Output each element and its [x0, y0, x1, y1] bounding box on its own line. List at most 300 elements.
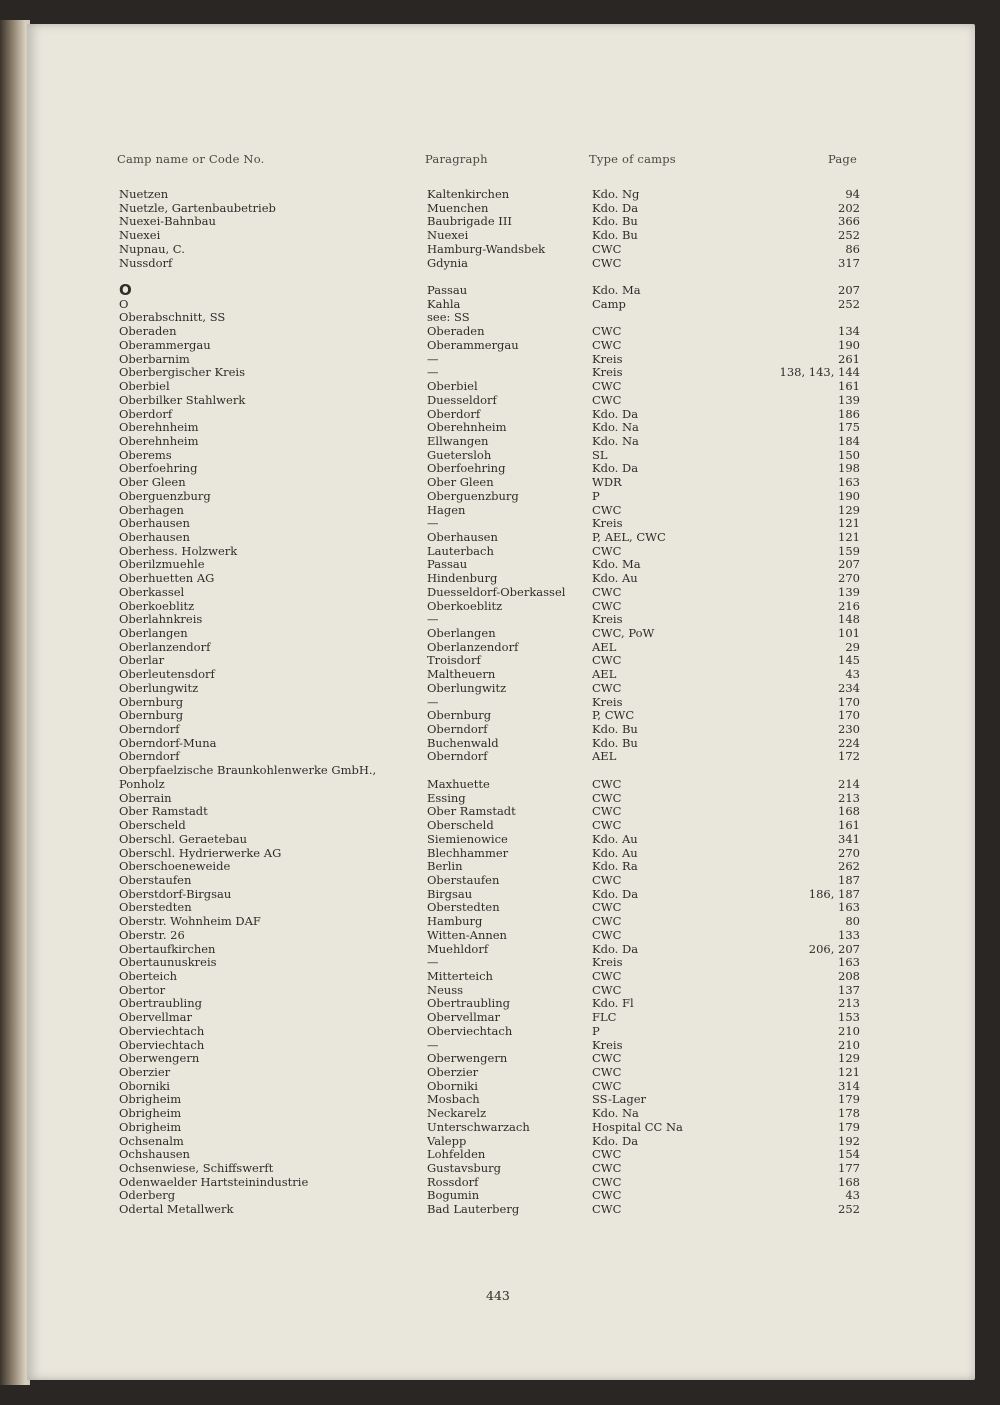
- paragraph-cell: —: [427, 365, 439, 380]
- paragraph-cell: Maxhuette: [427, 776, 490, 791]
- table-row: [27, 366, 975, 380]
- page-cell: 341: [838, 831, 860, 846]
- header-camp-name: Camp name or Code No.: [117, 152, 265, 166]
- camp-name-cell: Nussdorf: [119, 255, 173, 270]
- table-row: [27, 1052, 975, 1066]
- camp-name-cell: Oberfoehring: [119, 461, 198, 476]
- table-row: [27, 668, 975, 682]
- camp-type-cell: Kreis: [592, 351, 623, 366]
- table-row: [27, 901, 975, 915]
- page-cell: 270: [838, 571, 860, 586]
- table-row: [27, 1162, 975, 1176]
- camp-type-cell: CWC: [592, 324, 622, 339]
- paragraph-cell: Oberndorf: [427, 749, 488, 764]
- table-row: [27, 847, 975, 861]
- index-table: [27, 188, 975, 1217]
- table-row: [27, 805, 975, 819]
- page-cell: 121: [838, 529, 860, 544]
- paragraph-cell: Oberdorf: [427, 406, 481, 421]
- table-row: [27, 202, 975, 216]
- page-cell: 252: [838, 228, 860, 243]
- table-row: [27, 1011, 975, 1025]
- page-cell: 150: [838, 447, 860, 462]
- camp-name-cell: Oberviechtach: [119, 1023, 205, 1038]
- table-row: [27, 504, 975, 518]
- camp-type-cell: Kdo. Ma: [592, 283, 641, 298]
- page-cell: 148: [838, 612, 860, 627]
- table-row: [27, 408, 975, 422]
- camp-type-cell: Kdo. Na: [592, 433, 639, 448]
- camp-name-cell: Oberbiel: [119, 379, 170, 394]
- camp-type-cell: Kdo. Fl: [592, 996, 634, 1011]
- camp-name-cell: Oberscheld: [119, 818, 186, 833]
- camp-name-cell: Oberguenzburg: [119, 488, 211, 503]
- paragraph-cell: Neckarelz: [427, 1106, 487, 1121]
- camp-type-cell: AEL: [592, 667, 617, 682]
- page-cell: 186, 187: [808, 886, 860, 901]
- camp-name-cell: Oberammergau: [119, 337, 211, 352]
- camp-type-cell: Kreis: [592, 365, 623, 380]
- table-row: [27, 750, 975, 764]
- page-cell: 163: [838, 900, 860, 915]
- camp-name-cell: Oberkoeblitz: [119, 598, 195, 613]
- camp-type-cell: WDR: [592, 475, 622, 490]
- camp-type-cell: CWC: [592, 1174, 622, 1189]
- camp-type-cell: Kdo. Da: [592, 941, 639, 956]
- page-cell: 153: [838, 1010, 860, 1025]
- paragraph-cell: Oberlanzendorf: [427, 639, 519, 654]
- table-row: [27, 394, 975, 408]
- paragraph-cell: Kahla: [427, 296, 461, 311]
- page-cell: 138, 143, 144: [779, 365, 860, 380]
- paragraph-cell: Oberguenzburg: [427, 488, 519, 503]
- camp-name-cell: Oderberg: [119, 1188, 176, 1203]
- table-row: [27, 545, 975, 559]
- page-cell: 198: [838, 461, 860, 476]
- page-cell: 179: [838, 1119, 860, 1134]
- camp-name-cell: Oberstr. Wohnheim DAF: [119, 914, 261, 929]
- page-cell: 261: [838, 351, 860, 366]
- table-row: [27, 943, 975, 957]
- camp-name-cell: Obertor: [119, 982, 166, 997]
- camp-type-cell: Kdo. Ng: [592, 187, 640, 201]
- paragraph-cell: Berlin: [427, 859, 463, 874]
- paragraph-cell: Maltheuern: [427, 667, 496, 682]
- page-cell: 139: [838, 584, 860, 599]
- camp-type-cell: CWC: [592, 337, 622, 352]
- camp-name-cell: Obernburg: [119, 708, 184, 723]
- page-cell: 134: [838, 324, 860, 339]
- table-row: [27, 915, 975, 929]
- camp-name-cell: Oberems: [119, 447, 172, 462]
- camp-name-cell: Oberhagen: [119, 502, 184, 517]
- paragraph-cell: —: [427, 612, 439, 627]
- page-cell: 168: [838, 804, 860, 819]
- camp-name-cell: Oberzier: [119, 1065, 171, 1079]
- page-cell: 214: [838, 776, 860, 791]
- paragraph-cell: Ellwangen: [427, 433, 489, 448]
- table-row: [27, 1176, 975, 1190]
- camp-type-cell: CWC: [592, 543, 622, 558]
- camp-type-cell: CWC: [592, 598, 622, 613]
- page-cell: 161: [838, 379, 860, 394]
- camp-name-cell: Oberschl. Geraetebau: [119, 831, 248, 846]
- table-row: [27, 257, 975, 271]
- table-row: [27, 888, 975, 902]
- page-cell: 252: [838, 1202, 860, 1217]
- camp-name-cell: Oberhess. Holzwerk: [119, 543, 238, 558]
- paragraph-cell: Ober Ramstadt: [427, 804, 516, 819]
- table-row: [27, 1121, 975, 1135]
- page-cell: 172: [838, 749, 860, 764]
- page-cell: 207: [838, 283, 860, 298]
- paragraph-cell: Lauterbach: [427, 543, 494, 558]
- camp-name-cell: Obertaufkirchen: [119, 941, 216, 956]
- table-row: [27, 1025, 975, 1039]
- table-row: [27, 572, 975, 586]
- camp-name-cell: Oberstr. 26: [119, 927, 185, 942]
- camp-name-cell: Oberndorf: [119, 749, 180, 764]
- page-cell: 163: [838, 955, 860, 970]
- paragraph-cell: Oberlungwitz: [427, 680, 507, 695]
- page-cell: 202: [838, 200, 860, 215]
- paragraph-cell: Oberehnheim: [427, 420, 507, 435]
- paragraph-cell: Obervellmar: [427, 1010, 501, 1025]
- page-cell: 252: [838, 296, 860, 311]
- header-page: Page: [827, 152, 857, 166]
- page-cell: 192: [838, 1133, 860, 1148]
- table-row: [27, 654, 975, 668]
- table-row: [27, 723, 975, 737]
- table-row: [27, 833, 975, 847]
- page-cell: 210: [838, 1023, 860, 1038]
- camp-name-cell: Nuexei-Bahnbau: [119, 214, 216, 229]
- camp-name-cell: Ober Ramstadt: [119, 804, 208, 819]
- paragraph-cell: Obertraubling: [427, 996, 510, 1011]
- camp-type-cell: CWC: [592, 872, 622, 887]
- table-row: [27, 421, 975, 435]
- camp-name-cell: Obrigheim: [119, 1092, 182, 1107]
- header-paragraph: Paragraph: [425, 152, 488, 166]
- table-row: [27, 558, 975, 572]
- camp-type-cell: CWC: [592, 653, 622, 668]
- camp-type-cell: CWC: [592, 255, 622, 270]
- camp-type-cell: P, AEL, CWC: [592, 529, 666, 544]
- page-cell: 190: [838, 337, 860, 352]
- camp-type-cell: CWC: [592, 502, 622, 517]
- camp-name-cell: Oberleutensdorf: [119, 667, 215, 682]
- camp-type-cell: Kdo. Ra: [592, 859, 638, 874]
- camp-name-cell: Oberhausen: [119, 516, 190, 531]
- camp-type-cell: Kdo. Ma: [592, 557, 641, 572]
- table-row: [27, 1093, 975, 1107]
- table-row: [27, 380, 975, 394]
- paragraph-cell: Bad Lauterberg: [427, 1202, 520, 1217]
- page-cell: 206, 207: [808, 941, 860, 956]
- table-row: [27, 1066, 975, 1080]
- table-row: [27, 929, 975, 943]
- camp-type-cell: CWC: [592, 914, 622, 929]
- page-cell: 314: [838, 1078, 860, 1093]
- page-cell: 230: [838, 722, 860, 737]
- camp-type-cell: CWC, PoW: [592, 626, 655, 640]
- camp-type-cell: CWC: [592, 584, 622, 599]
- table-row: [27, 970, 975, 984]
- camp-type-cell: Kdo. Bu: [592, 228, 638, 243]
- camp-name-cell: O: [119, 281, 132, 300]
- table-row: [27, 641, 975, 655]
- table-row: [27, 243, 975, 257]
- camp-name-cell: Oberschoeneweide: [119, 859, 231, 874]
- table-row: [27, 737, 975, 751]
- camp-name-cell: Oberstdorf-Birgsau: [119, 886, 232, 901]
- paragraph-cell: Baubrigade III: [427, 214, 512, 229]
- table-row: [27, 1189, 975, 1203]
- camp-name-cell: Oberbergischer Kreis: [119, 365, 245, 380]
- page-cell: 262: [838, 859, 860, 874]
- page-cell: 216: [838, 598, 860, 613]
- camp-type-cell: CWC: [592, 776, 622, 791]
- camp-type-cell: Kdo. Na: [592, 1106, 639, 1121]
- camp-type-cell: Kdo. Au: [592, 571, 638, 586]
- page-cell: 213: [838, 790, 860, 805]
- camp-type-cell: Kdo. Da: [592, 886, 639, 901]
- paragraph-cell: Oberaden: [427, 324, 485, 339]
- paragraph-cell: Nuexei: [427, 228, 469, 243]
- camp-name-cell: Oberehnheim: [119, 420, 199, 435]
- table-row: [27, 298, 975, 312]
- camp-type-cell: CWC: [592, 790, 622, 805]
- camp-name-cell: Oberndorf-Muna: [119, 735, 217, 750]
- camp-type-cell: Kdo. Au: [592, 845, 638, 860]
- camp-name-cell: Obrigheim: [119, 1119, 182, 1134]
- table-row: [27, 682, 975, 696]
- page-cell: 129: [838, 502, 860, 517]
- camp-name-cell: Ober Gleen: [119, 475, 186, 490]
- paragraph-cell: Muehldorf: [427, 941, 489, 956]
- table-row: [27, 1135, 975, 1149]
- paragraph-cell: Oborniki: [427, 1078, 478, 1093]
- table-row: [27, 531, 975, 545]
- camp-type-cell: CWC: [592, 900, 622, 915]
- camp-type-cell: CWC: [592, 241, 622, 256]
- paragraph-cell: Hamburg-Wandsbek: [427, 241, 546, 256]
- paragraph-cell: Oberzier: [427, 1065, 479, 1079]
- camp-name-cell: Oberhuetten AG: [119, 571, 215, 586]
- paragraph-cell: Oberstaufen: [427, 872, 500, 887]
- page-cell: 145: [838, 653, 860, 668]
- camp-type-cell: Kdo. Bu: [592, 735, 638, 750]
- paragraph-cell: Bogumin: [427, 1188, 480, 1203]
- table-row: [27, 792, 975, 806]
- camp-name-cell: Oberviechtach: [119, 1037, 205, 1052]
- camp-type-cell: Kdo. Da: [592, 461, 639, 476]
- table-row: [27, 984, 975, 998]
- page-number: 443: [486, 1288, 510, 1303]
- camp-name-cell: Nuexei: [119, 228, 161, 243]
- camp-name-cell: Oberhausen: [119, 529, 190, 544]
- camp-type-cell: CWC: [592, 982, 622, 997]
- paragraph-cell: Oberkoeblitz: [427, 598, 503, 613]
- page-cell: 207: [838, 557, 860, 572]
- paragraph-cell: Lohfelden: [427, 1147, 486, 1162]
- camp-type-cell: CWC: [592, 1188, 622, 1203]
- camp-type-cell: AEL: [592, 749, 617, 764]
- paragraph-cell: Passau: [427, 557, 468, 572]
- camp-type-cell: Kreis: [592, 955, 623, 970]
- paragraph-cell: Obernburg: [427, 708, 492, 723]
- camp-name-cell: Oberilzmuehle: [119, 557, 205, 572]
- table-row: [27, 476, 975, 490]
- page-cell: 133: [838, 927, 860, 942]
- table-row: [27, 709, 975, 723]
- camp-type-cell: CWC: [592, 1051, 622, 1066]
- page-cell: 94: [845, 187, 860, 201]
- paragraph-cell: Oberammergau: [427, 337, 519, 352]
- table-row: [27, 462, 975, 476]
- table-row: [27, 281, 975, 300]
- paragraph-cell: Buchenwald: [427, 735, 499, 750]
- paragraph-cell: Muenchen: [427, 200, 489, 215]
- page-cell: 129: [838, 1051, 860, 1066]
- camp-name-cell: Ochsenwiese, Schiffswerft: [119, 1161, 274, 1176]
- table-row: [27, 311, 975, 325]
- page-cell: 179: [838, 1092, 860, 1107]
- page-cell: 154: [838, 1147, 860, 1162]
- page-cell: 234: [838, 680, 860, 695]
- camp-name-cell: Oberteich: [119, 968, 178, 983]
- camp-type-cell: Kreis: [592, 516, 623, 531]
- page-cell: 190: [838, 488, 860, 503]
- paragraph-cell: Blechhammer: [427, 845, 509, 860]
- paragraph-cell: Oberlangen: [427, 626, 496, 640]
- page-cell: 161: [838, 818, 860, 833]
- paragraph-cell: Oberstedten: [427, 900, 500, 915]
- camp-type-cell: CWC: [592, 1161, 622, 1176]
- paragraph-cell: Kaltenkirchen: [427, 187, 510, 201]
- camp-name-cell: Oberbilker Stahlwerk: [119, 392, 246, 407]
- table-row: [27, 778, 975, 792]
- camp-name-cell: Oberlangen: [119, 626, 188, 640]
- camp-name-cell: Oberlungwitz: [119, 680, 199, 695]
- page-cell: 86: [845, 241, 860, 256]
- paragraph-cell: Witten-Annen: [427, 927, 507, 942]
- paragraph-cell: Valepp: [427, 1133, 467, 1148]
- paragraph-cell: Oberfoehring: [427, 461, 506, 476]
- camp-type-cell: CWC: [592, 392, 622, 407]
- paragraph-cell: Oberwengern: [427, 1051, 508, 1066]
- camp-type-cell: Kreis: [592, 612, 623, 627]
- camp-name-cell: Obertraubling: [119, 996, 202, 1011]
- camp-name-cell: Oberrain: [119, 790, 172, 805]
- paragraph-cell: Troisdorf: [427, 653, 481, 668]
- paragraph-cell: Oberhausen: [427, 529, 498, 544]
- camp-type-cell: CWC: [592, 968, 622, 983]
- camp-name-cell: Obertaunuskreis: [119, 955, 217, 970]
- page-cell: 170: [838, 694, 860, 709]
- camp-type-cell: AEL: [592, 639, 617, 654]
- camp-type-cell: Kdo. Au: [592, 831, 638, 846]
- table-row: [27, 874, 975, 888]
- camp-name-cell: Ochshausen: [119, 1147, 190, 1162]
- paragraph-cell: Oberndorf: [427, 722, 488, 737]
- table-row: [27, 229, 975, 243]
- table-row: [27, 490, 975, 504]
- page-cell: 168: [838, 1174, 860, 1189]
- table-row: [27, 435, 975, 449]
- table-row: [27, 270, 975, 284]
- page-cell: 208: [838, 968, 860, 983]
- table-row: [27, 997, 975, 1011]
- paragraph-cell: Oberviechtach: [427, 1023, 513, 1038]
- paragraph-cell: Duesseldorf-Oberkassel: [427, 584, 566, 599]
- paragraph-cell: —: [427, 955, 439, 970]
- page-cell: 163: [838, 475, 860, 490]
- table-row: [27, 956, 975, 970]
- camp-name-cell: Oberwengern: [119, 1051, 200, 1066]
- table-row: [27, 1148, 975, 1162]
- camp-name-cell: Odertal Metallwerk: [119, 1202, 234, 1217]
- camp-name-cell: Oberndorf: [119, 722, 180, 737]
- paragraph-cell: —: [427, 351, 439, 366]
- paragraph-cell: Neuss: [427, 982, 464, 997]
- camp-type-cell: CWC: [592, 379, 622, 394]
- camp-name-cell: Oberstedten: [119, 900, 192, 915]
- paragraph-cell: Hagen: [427, 502, 466, 517]
- paragraph-cell: —: [427, 694, 439, 709]
- table-row: [27, 627, 975, 641]
- camp-type-cell: CWC: [592, 1147, 622, 1162]
- paragraph-cell: Siemienowice: [427, 831, 508, 846]
- page-cell: 101: [838, 626, 860, 640]
- camp-name-cell: Nuetzen: [119, 187, 169, 201]
- camp-type-cell: Kdo. Da: [592, 406, 639, 421]
- camp-name-cell: Oberaden: [119, 324, 177, 339]
- camp-type-cell: Hospital CC Na: [592, 1119, 683, 1134]
- paragraph-cell: Mosbach: [427, 1092, 480, 1107]
- camp-type-cell: CWC: [592, 804, 622, 819]
- camp-name-cell: Obernburg: [119, 694, 184, 709]
- camp-name-cell: Obrigheim: [119, 1106, 182, 1121]
- camp-type-cell: Kdo. Da: [592, 200, 639, 215]
- table-row: [27, 1080, 975, 1094]
- table-row: [27, 860, 975, 874]
- camp-name-cell: Oberstaufen: [119, 872, 192, 887]
- document-page: [27, 24, 975, 1380]
- table-row: [27, 613, 975, 627]
- page-cell: 270: [838, 845, 860, 860]
- camp-type-cell: P, CWC: [592, 708, 635, 723]
- paragraph-cell: Birgsau: [427, 886, 473, 901]
- paragraph-cell: Rossdorf: [427, 1174, 479, 1189]
- table-row: [27, 1203, 975, 1217]
- table-row: [27, 449, 975, 463]
- camp-type-cell: CWC: [592, 927, 622, 942]
- camp-type-cell: Kreis: [592, 1037, 623, 1052]
- page-cell: 159: [838, 543, 860, 558]
- page-cell: 137: [838, 982, 860, 997]
- camp-type-cell: Camp: [592, 296, 626, 311]
- table-row: [27, 339, 975, 353]
- page-cell: 29: [845, 639, 860, 654]
- paragraph-cell: Gustavsburg: [427, 1161, 501, 1176]
- paragraph-cell: Duesseldorf: [427, 392, 497, 407]
- camp-type-cell: CWC: [592, 1065, 622, 1079]
- table-row: [27, 600, 975, 614]
- camp-type-cell: Kdo. Bu: [592, 722, 638, 737]
- page-cell: 210: [838, 1037, 860, 1052]
- page-cell: 175: [838, 420, 860, 435]
